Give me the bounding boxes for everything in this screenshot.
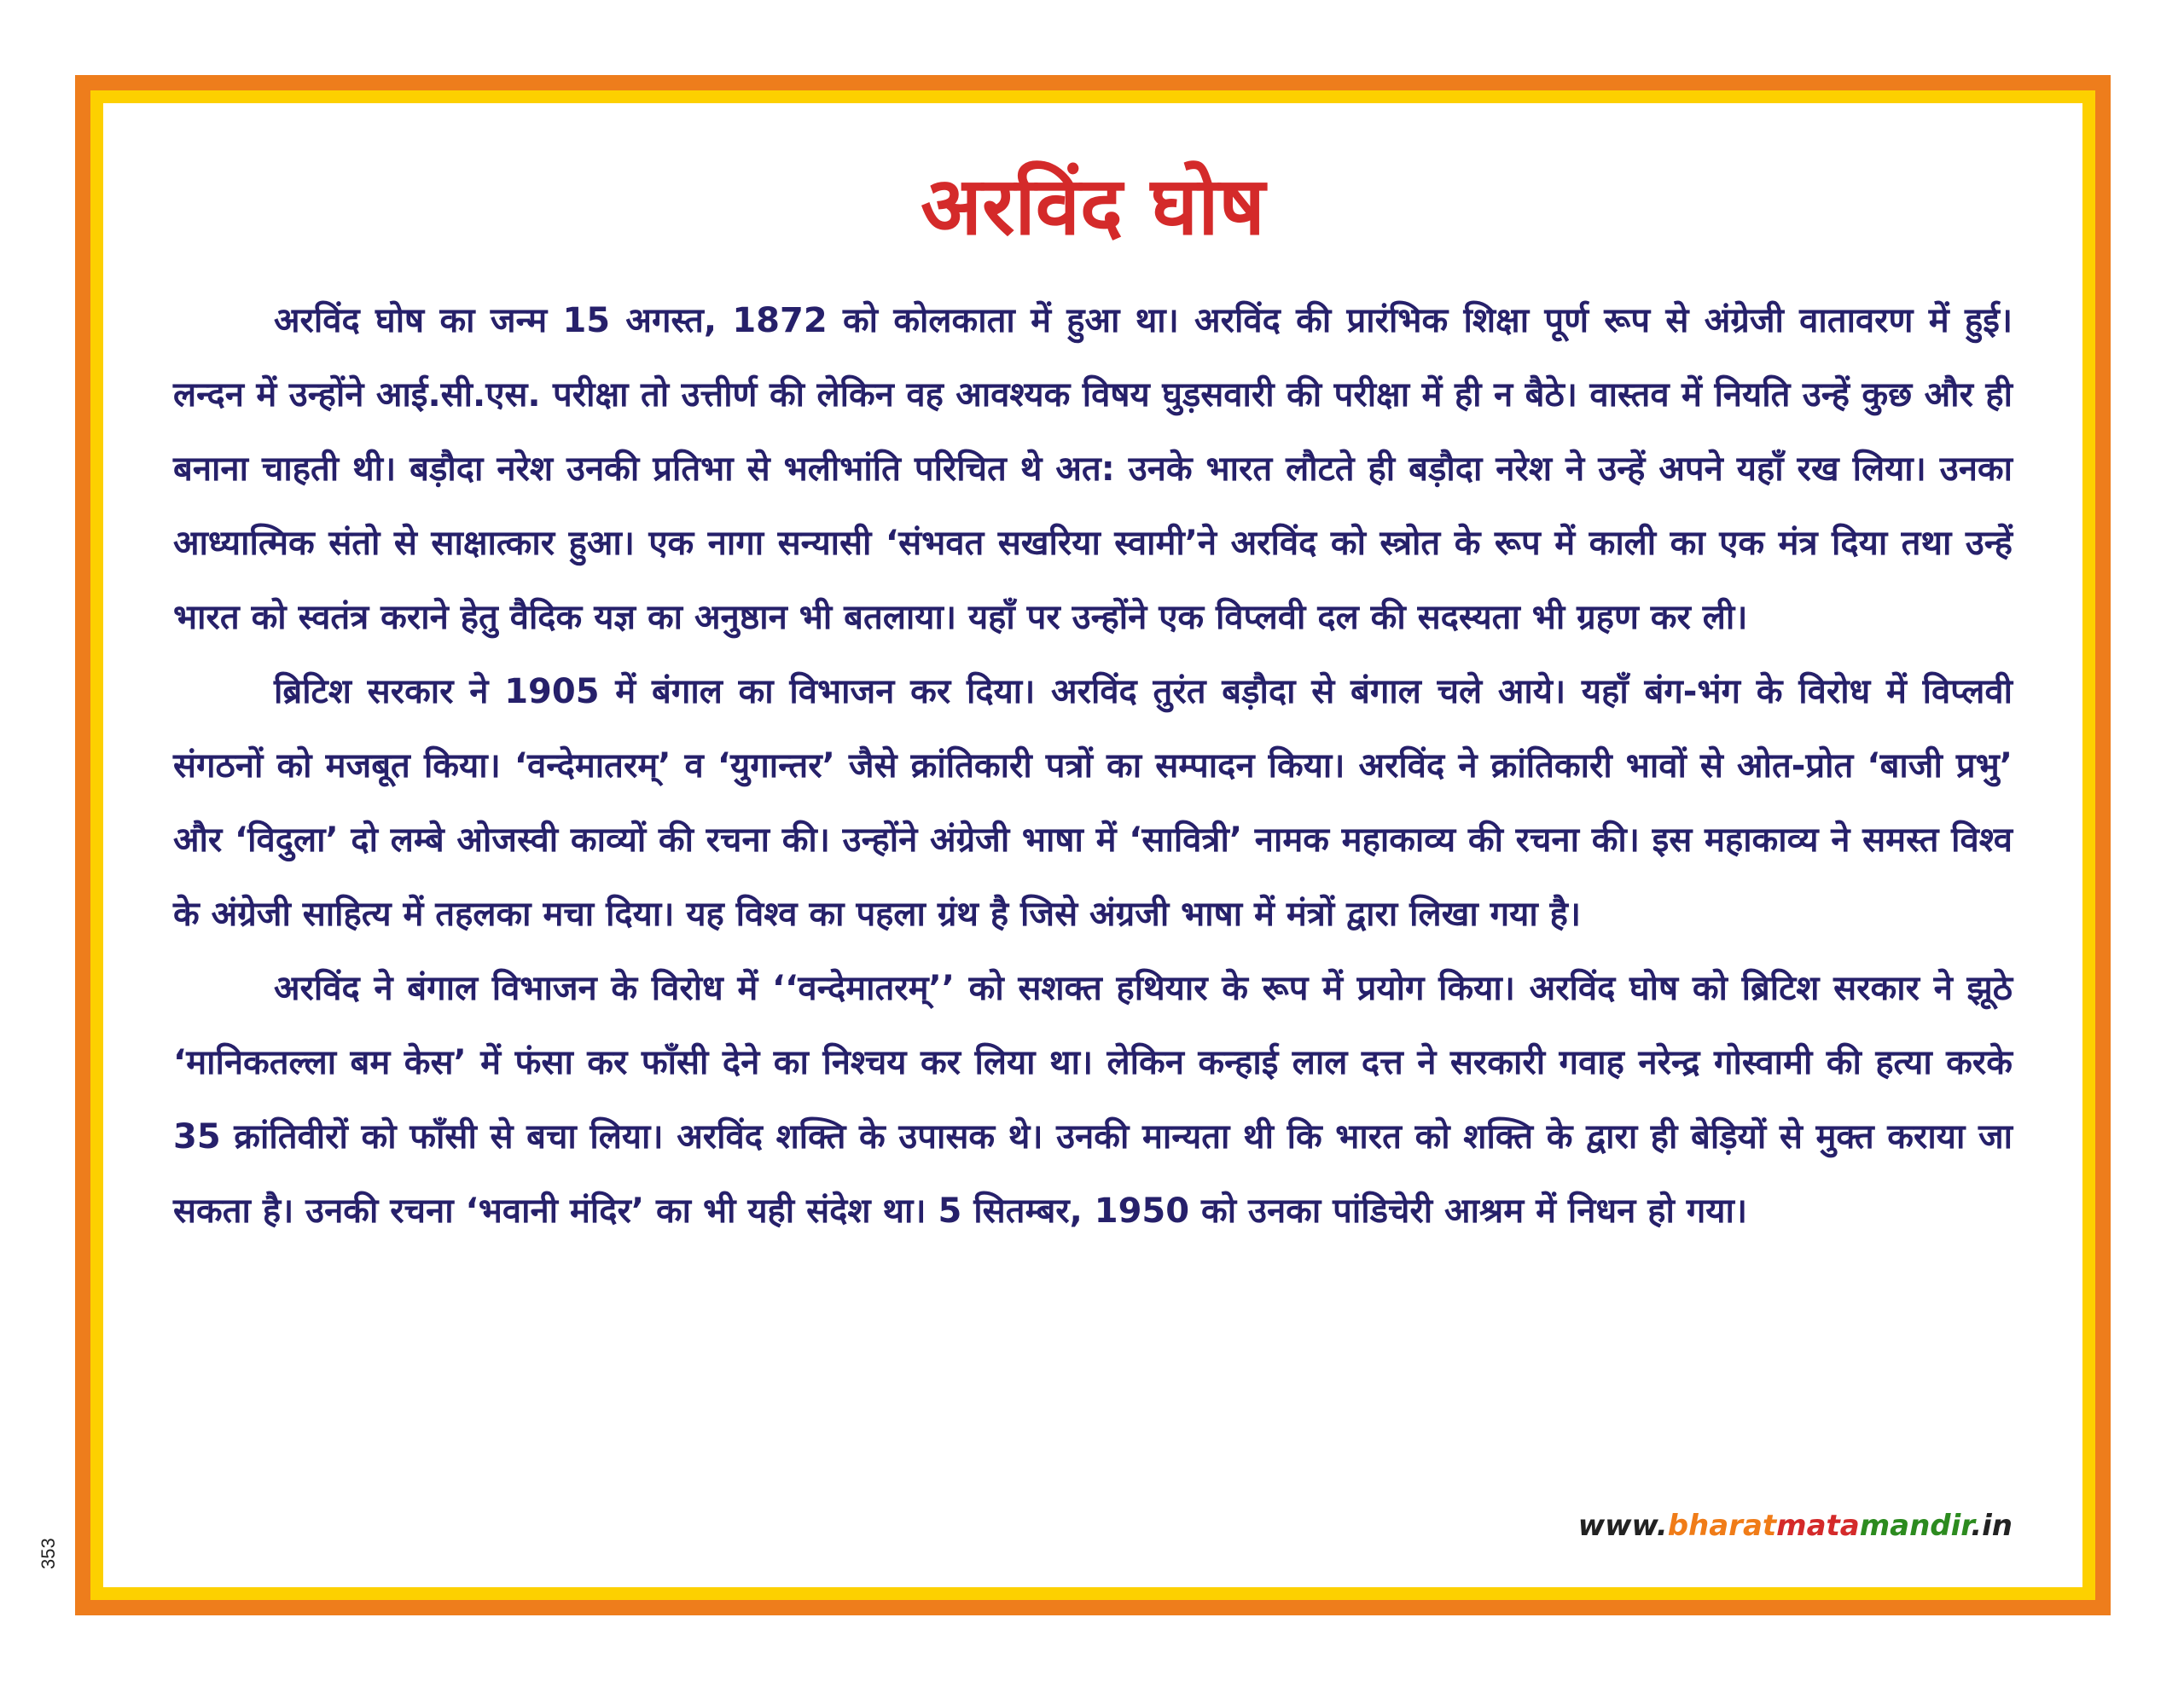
paragraph-3: अरविंद ने बंगाल विभाजन के विरोध में ‘‘वन्देमातरम्’’ को सशक्त हथियार के रूप में प्रयोग किया। अरविंद घोष को ब्रिटिश सरकार ने झूठे ‘मानिकतल्ला बम केस’ में फंसा कर फाँसी देने का निश्चय कर लिया था। लेकिन कन्हाई लाल दत्त ने सरकारी गवाह नरेन्द्र गोस्वामी की हत्या करके 35 क्रांतिवीरों को फाँसी से बचा लिया। अरविंद शक्ति के उपासक थे। उनकी मान्यता थी कि भारत को शक्ति के द्वारा ही बेड़ियों से मुक्त कराया जा सकता है। उनकी रचना ‘भवानी मंदिर’ का भी यही संदेश था। 5 सितम्बर, 1950 को उनका पांडिचेरी आश्रम में निधन हो गया। (173, 969, 2013, 1231)
paragraph-1: अरविंद घोष का जन्म 15 अगस्त, 1872 को कोलकाता में हुआ था। अरविंद की प्रारंभिक शिक्षा पूर्ण रूप से अंग्रेजी वातावरण में हुई। लन्दन में उन्होंने आई.सी.एस. परीक्षा तो उत्तीर्ण की लेकिन वह आवश्यक विषय घुड़सवारी की परीक्षा में ही न बैठे। वास्तव में नियति उन्हें कुछ और ही बनाना चाहती थी। बड़ौदा नरेश उनकी प्रतिभा से भलीभांति परिचित थे अत: उनके भारत लौटते ही बड़ौदा नरेश ने उन्हें अपने यहाँ रख लिया। उनका आध्यात्मिक संतो से साक्षात्कार हुआ। एक नागा सन्यासी ‘संभवत सखरिया स्वामी’ने अरविंद को स्त्रोत के रूप में काली का एक मंत्र दिया तथा उन्हें भारत को स्वतंत्र कराने हेतु वैदिक यज्ञ का अनुष्ठान भी बतलाया। यहाँ पर उन्होंने एक विप्लवी दल की सदस्यता भी ग्रहण कर ली। (173, 301, 2013, 637)
website-part-mandir: mandir (1859, 1509, 1972, 1543)
website-suffix: .in (1971, 1509, 2013, 1543)
page-title: अरविंद घोष (921, 160, 1265, 253)
article-body (173, 284, 2013, 1249)
website-part-bharat: bharat (1667, 1509, 1777, 1543)
content-panel (103, 103, 2082, 1587)
website-prefix: www. (1577, 1509, 1668, 1543)
paragraph-2: ब्रिटिश सरकार ने 1905 में बंगाल का विभाजन कर दिया। अरविंद तुरंत बड़ौदा से बंगाल चले आये। यहाँ बंग-भंग के विरोध में विप्लवी संगठनों को मजबूत किया। ‘वन्देमातरम्’ व ‘युगान्तर’ जैसे क्रांतिकारी पत्रों का सम्पादन किया। अरविंद ने क्रांतिकारी भावों से ओत-प्रोत ‘बाजी प्रभु’ और ‘विदुला’ दो लम्बे ओजस्वी काव्यों की रचना की। उन्होंने अंग्रेजी भाषा में ‘सावित्री’ नामक महाकाव्य की रचना की। इस महाकाव्य ने समस्त विश्व के अंग्रेजी साहित्य में तहलका मचा दिया। यह विश्व का पहला ग्रंथ है जिसे अंग्रजी भाषा में मंत्रों द्वारा लिखा गया है। (173, 672, 2013, 934)
website-link[interactable] (1578, 1509, 2013, 1543)
page-border-inner (90, 90, 2095, 1600)
website-part-mata: mata (1776, 1509, 1860, 1543)
page-number: 353 (38, 1538, 59, 1569)
page-border-outer (75, 75, 2111, 1615)
